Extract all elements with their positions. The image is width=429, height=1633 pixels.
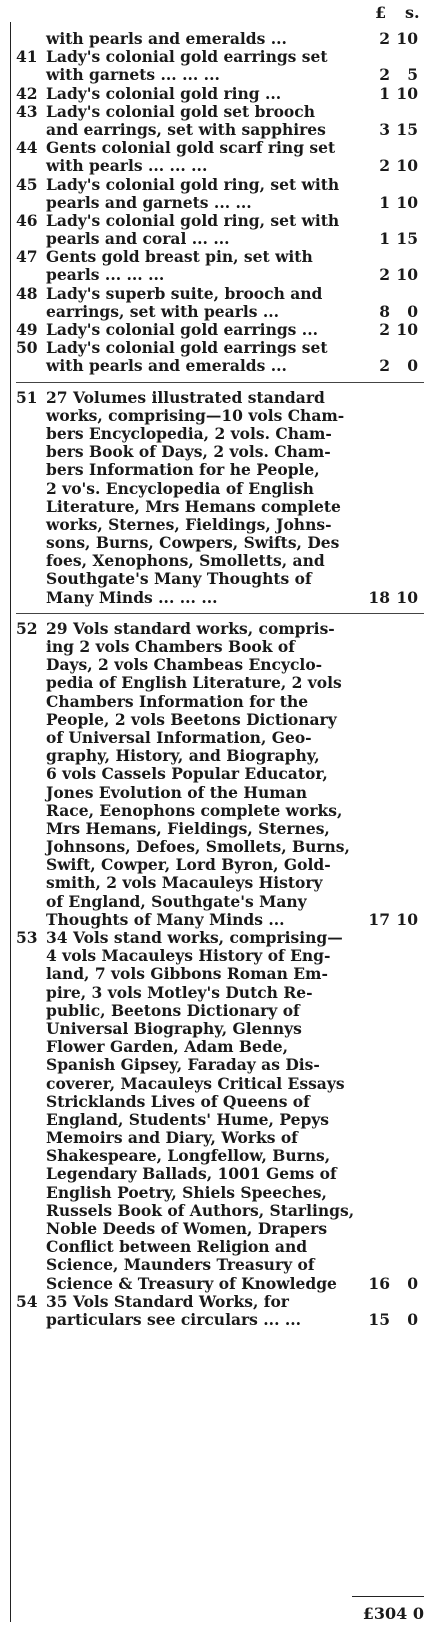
entry-text: Many Minds ... ... ... <box>46 587 218 607</box>
entry-text: Thoughts of Many Minds ... <box>46 909 285 929</box>
price-pounds: 2 <box>379 65 390 85</box>
entry-text: pearls and garnets ... ... <box>46 192 252 212</box>
price-shillings: 15 <box>396 229 418 249</box>
entry-line <box>16 498 424 516</box>
lot-number: 53 <box>16 928 38 947</box>
entry-text: Lady's colonial gold ring, set with <box>46 210 340 230</box>
entry-line <box>16 534 424 552</box>
entry-line <box>16 965 424 983</box>
total-rule <box>352 1596 424 1597</box>
price-pounds: 2 <box>379 320 390 339</box>
price-shillings: 0 <box>407 301 418 321</box>
price <box>360 194 418 212</box>
entry-line <box>16 66 424 84</box>
price-pounds: 15 <box>368 1309 390 1329</box>
grand-total: £304 0 <box>362 1604 424 1623</box>
price <box>360 66 418 84</box>
entry-text: Legendary Ballads, 1001 Gems of <box>46 1164 337 1184</box>
entry-text: bers Information for he People, <box>46 460 320 480</box>
price <box>360 230 418 248</box>
entry-text: pire, 3 vols Motley's Dutch Re- <box>46 982 313 1002</box>
entry-text: Lady's colonial gold earrings set <box>46 47 328 67</box>
entry-line <box>16 838 424 856</box>
entry-text: 2 vo's. Encyclopedia of English <box>46 478 314 498</box>
entry-text: foes, Xenophons, Smolletts, and <box>46 551 325 571</box>
list-item <box>16 30 424 48</box>
list-item <box>16 212 424 248</box>
entry-line <box>16 248 424 266</box>
price-shillings: 10 <box>396 587 418 607</box>
price <box>360 589 418 607</box>
entry-line <box>16 1129 424 1147</box>
price-shillings: 0 <box>407 1273 418 1293</box>
entry-line <box>16 893 424 911</box>
entry-text: works, Sternes, Fieldings, Johns- <box>46 514 332 534</box>
list-item <box>16 103 424 139</box>
entry-line <box>16 947 424 965</box>
entry-text: bers Encyclopedia, 2 vols. Cham- <box>46 423 332 443</box>
entry-line <box>16 176 424 194</box>
entry-line <box>16 674 424 692</box>
entry-text: England, Students' Hume, Pepys <box>46 1109 330 1129</box>
entry-line <box>16 1093 424 1111</box>
price-shillings: 10 <box>396 265 418 285</box>
list-item <box>16 929 424 1293</box>
price-shillings: 10 <box>396 83 418 103</box>
entry-text: Days, 2 vols Chambeas Encyclo- <box>46 655 323 675</box>
entry-line <box>16 1238 424 1256</box>
price <box>360 157 418 175</box>
entry-line <box>16 285 424 303</box>
entry-text: 4 vols Macauleys History of Eng- <box>46 946 331 966</box>
entry-line <box>16 461 424 479</box>
entry-text: Science, Maunders Treasury of <box>46 1255 315 1275</box>
entry-line <box>16 984 424 1002</box>
entry-text: Literature, Mrs Hemans complete <box>46 496 341 516</box>
entry-line <box>16 1075 424 1093</box>
entry-line <box>16 552 424 570</box>
entry-line <box>16 157 424 175</box>
price-pounds: 1 <box>379 83 390 103</box>
entry-line <box>16 874 424 892</box>
entry-text: Johnsons, Defoes, Smollets, Burns, <box>46 837 350 857</box>
price-pounds: 2 <box>379 356 390 376</box>
price <box>360 121 418 139</box>
entry-text: public, Beetons Dictionary of <box>46 1000 300 1020</box>
price-pounds: 1 <box>379 229 390 249</box>
entry-text: with pearls and emeralds ... <box>46 29 287 48</box>
entry-text: English Poetry, Shiels Speeches, <box>46 1182 327 1202</box>
entry-text: 34 Vols stand works, comprising— <box>46 928 343 947</box>
entry-text: Swift, Cowper, Lord Byron, Gold- <box>46 855 331 875</box>
entry-line <box>16 729 424 747</box>
entry-text: Conflict between Religion and <box>46 1237 308 1257</box>
entry-text: with pearls and emeralds ... <box>46 356 287 376</box>
entry-line <box>16 1147 424 1165</box>
price <box>360 85 418 103</box>
lot-number: 47 <box>16 247 38 267</box>
entry-text: Gents colonial gold scarf ring set <box>46 138 336 158</box>
entry-text: Spanish Gipsey, Faraday as Dis- <box>46 1055 320 1075</box>
lot-number: 41 <box>16 47 38 67</box>
price <box>360 1275 418 1293</box>
entry-line <box>16 321 424 339</box>
entry-text: and earrings, set with sapphires <box>46 119 326 139</box>
entry-line <box>16 103 424 121</box>
entry-line <box>16 1256 424 1274</box>
entry-line <box>16 693 424 711</box>
entry-line <box>16 929 424 947</box>
entry-line <box>16 784 424 802</box>
entry-line <box>16 656 424 674</box>
entry-text: pedia of English Literature, 2 vols <box>46 673 342 693</box>
entry-line <box>16 1275 424 1293</box>
entry-line <box>16 1220 424 1238</box>
price-shillings: 15 <box>396 119 418 139</box>
entry-line <box>16 1020 424 1038</box>
list-item <box>16 321 424 339</box>
entry-line <box>16 212 424 230</box>
entry-text: Russels Book of Authors, Starlings, <box>46 1200 355 1220</box>
entry-text: Universal Biography, Glennys <box>46 1018 302 1038</box>
price-pounds: 17 <box>368 909 390 929</box>
entry-line <box>16 443 424 461</box>
entry-text: Southgate's Many Thoughts of <box>46 569 312 589</box>
entry-text: 6 vols Cassels Popular Educator, <box>46 764 328 784</box>
entry-text: Chambers Information for the <box>46 691 309 711</box>
entry-text: smith, 2 vols Macauleys History <box>46 873 323 893</box>
lot-number: 49 <box>16 320 38 339</box>
lot-number: 45 <box>16 174 38 194</box>
list-item <box>16 620 424 929</box>
entry-line <box>16 1165 424 1183</box>
entry-text: Lady's colonial gold earrings ... <box>46 320 318 339</box>
entry-line <box>16 1056 424 1074</box>
entry-line <box>16 1111 424 1129</box>
entry-text: 27 Volumes illustrated standard <box>46 387 325 407</box>
entry-line <box>16 820 424 838</box>
entry-text: of England, Southgate's Many <box>46 891 307 911</box>
entry-line <box>16 1311 424 1329</box>
entry-text: Flower Garden, Adam Bede, <box>46 1037 288 1057</box>
price-pounds: 2 <box>379 156 390 176</box>
entry-line <box>16 407 424 425</box>
shilling-column-header: s. <box>405 3 420 22</box>
separator-rule <box>16 613 424 614</box>
price <box>360 911 418 929</box>
entry-text: works, comprising—10 vols Cham- <box>46 405 345 425</box>
entry-text: Gents gold breast pin, set with <box>46 247 313 267</box>
entry-line <box>16 856 424 874</box>
entry-text: Lady's colonial gold earrings set <box>46 338 328 358</box>
entry-line <box>16 516 424 534</box>
entry-line <box>16 911 424 929</box>
entry-text: with garnets ... ... ... <box>46 65 220 85</box>
entry-line <box>16 389 424 407</box>
entry-text: Shakespeare, Longfellow, Burns, <box>46 1146 331 1166</box>
entry-text: Science & Treasury of Knowledge <box>46 1273 337 1293</box>
lot-number: 48 <box>16 283 38 303</box>
price-shillings: 10 <box>396 320 418 339</box>
entry-text: 29 Vols standard works, compris- <box>46 618 335 638</box>
lot-number: 52 <box>16 618 38 638</box>
entry-text: particulars see circulars ... ... <box>46 1309 302 1329</box>
entry-text: bers Book of Days, 2 vols. Cham- <box>46 442 331 462</box>
entry-text: Race, Eenophons complete works, <box>46 800 343 820</box>
price-shillings: 10 <box>396 29 418 48</box>
lot-number: 54 <box>16 1291 38 1311</box>
entry-line <box>16 802 424 820</box>
list-item <box>16 85 424 103</box>
entry-line <box>16 30 424 48</box>
price-pounds: 16 <box>368 1273 390 1293</box>
entry-line <box>16 1202 424 1220</box>
lot-number: 46 <box>16 210 38 230</box>
list-item <box>16 389 424 607</box>
entry-line <box>16 765 424 783</box>
entry-line <box>16 1002 424 1020</box>
entry-text: earrings, set with pearls ... <box>46 301 280 321</box>
entry-text: ing 2 vols Chambers Book of <box>46 637 295 656</box>
entry-text: People, 2 vols Beetons Dictionary <box>46 709 337 729</box>
list-item <box>16 248 424 284</box>
price-pounds: 2 <box>379 265 390 285</box>
price-list <box>16 30 424 1329</box>
entry-text: sons, Burns, Cowpers, Swifts, Des <box>46 533 340 553</box>
price <box>360 321 418 339</box>
entry-text: 35 Vols Standard Works, for <box>46 1291 289 1311</box>
entry-text: pearls ... ... ... <box>46 265 165 285</box>
price <box>360 1311 418 1329</box>
price-shillings: 10 <box>396 156 418 176</box>
entry-text: Lady's colonial gold ring ... <box>46 83 282 103</box>
entry-text: Stricklands Lives of Queens of <box>46 1091 310 1111</box>
entry-text: land, 7 vols Gibbons Roman Em- <box>46 964 328 984</box>
entry-line <box>16 589 424 607</box>
entry-text: Lady's colonial gold ring, set with <box>46 174 340 194</box>
price-shillings: 5 <box>407 65 418 85</box>
list-item <box>16 285 424 321</box>
entry-line <box>16 121 424 139</box>
list-item <box>16 339 424 375</box>
entry-text: Lady's superb suite, brooch and <box>46 283 323 303</box>
price <box>360 357 418 375</box>
price-shillings: 10 <box>396 192 418 212</box>
lot-number: 44 <box>16 138 38 158</box>
entry-line <box>16 638 424 656</box>
entry-line <box>16 1038 424 1056</box>
price-shillings: 0 <box>407 1309 418 1329</box>
entry-text: Memoirs and Diary, Works of <box>46 1128 298 1148</box>
entry-line <box>16 425 424 443</box>
entry-text: of Universal Information, Geo- <box>46 727 312 747</box>
entry-line <box>16 711 424 729</box>
price-shillings: 0 <box>407 356 418 376</box>
entry-text: with pearls ... ... ... <box>46 156 208 176</box>
entry-text: Mrs Hemans, Fieldings, Sternes, <box>46 818 330 838</box>
lot-number: 42 <box>16 83 38 103</box>
entry-text: graphy, History, and Biography, <box>46 746 320 766</box>
list-item <box>16 48 424 84</box>
list-item <box>16 176 424 212</box>
entry-text: Jones Evolution of the Human <box>46 782 308 802</box>
entry-line <box>16 747 424 765</box>
price-pounds: 2 <box>379 29 390 48</box>
separator-rule <box>16 382 424 383</box>
price-shillings: 10 <box>396 909 418 929</box>
entry-line <box>16 230 424 248</box>
entry-text: Lady's colonial gold set brooch <box>46 101 315 121</box>
entry-text: coverer, Macauleys Critical Essays <box>46 1073 345 1093</box>
entry-line <box>16 303 424 321</box>
price <box>360 30 418 48</box>
price-pounds: 18 <box>368 587 390 607</box>
entry-line <box>16 1293 424 1311</box>
entry-line <box>16 139 424 157</box>
entry-line <box>16 480 424 498</box>
entry-line <box>16 194 424 212</box>
list-item <box>16 139 424 175</box>
price-pounds: 8 <box>379 301 390 321</box>
entry-line <box>16 85 424 103</box>
left-margin-rule <box>10 22 11 1622</box>
entry-line <box>16 48 424 66</box>
entry-text: Noble Deeds of Women, Drapers <box>46 1219 328 1238</box>
price <box>360 266 418 284</box>
pound-column-header: £ <box>375 3 387 22</box>
price-pounds: 3 <box>379 119 390 139</box>
lot-number: 51 <box>16 387 38 407</box>
lot-number: 43 <box>16 101 38 121</box>
entry-line <box>16 357 424 375</box>
entry-text: pearls and coral ... ... <box>46 229 230 249</box>
entry-line <box>16 266 424 284</box>
price <box>360 303 418 321</box>
entry-line <box>16 339 424 357</box>
list-item <box>16 1293 424 1329</box>
price-pounds: 1 <box>379 192 390 212</box>
entry-line <box>16 620 424 638</box>
lot-number: 50 <box>16 338 38 358</box>
entry-line <box>16 1184 424 1202</box>
entry-line <box>16 570 424 588</box>
